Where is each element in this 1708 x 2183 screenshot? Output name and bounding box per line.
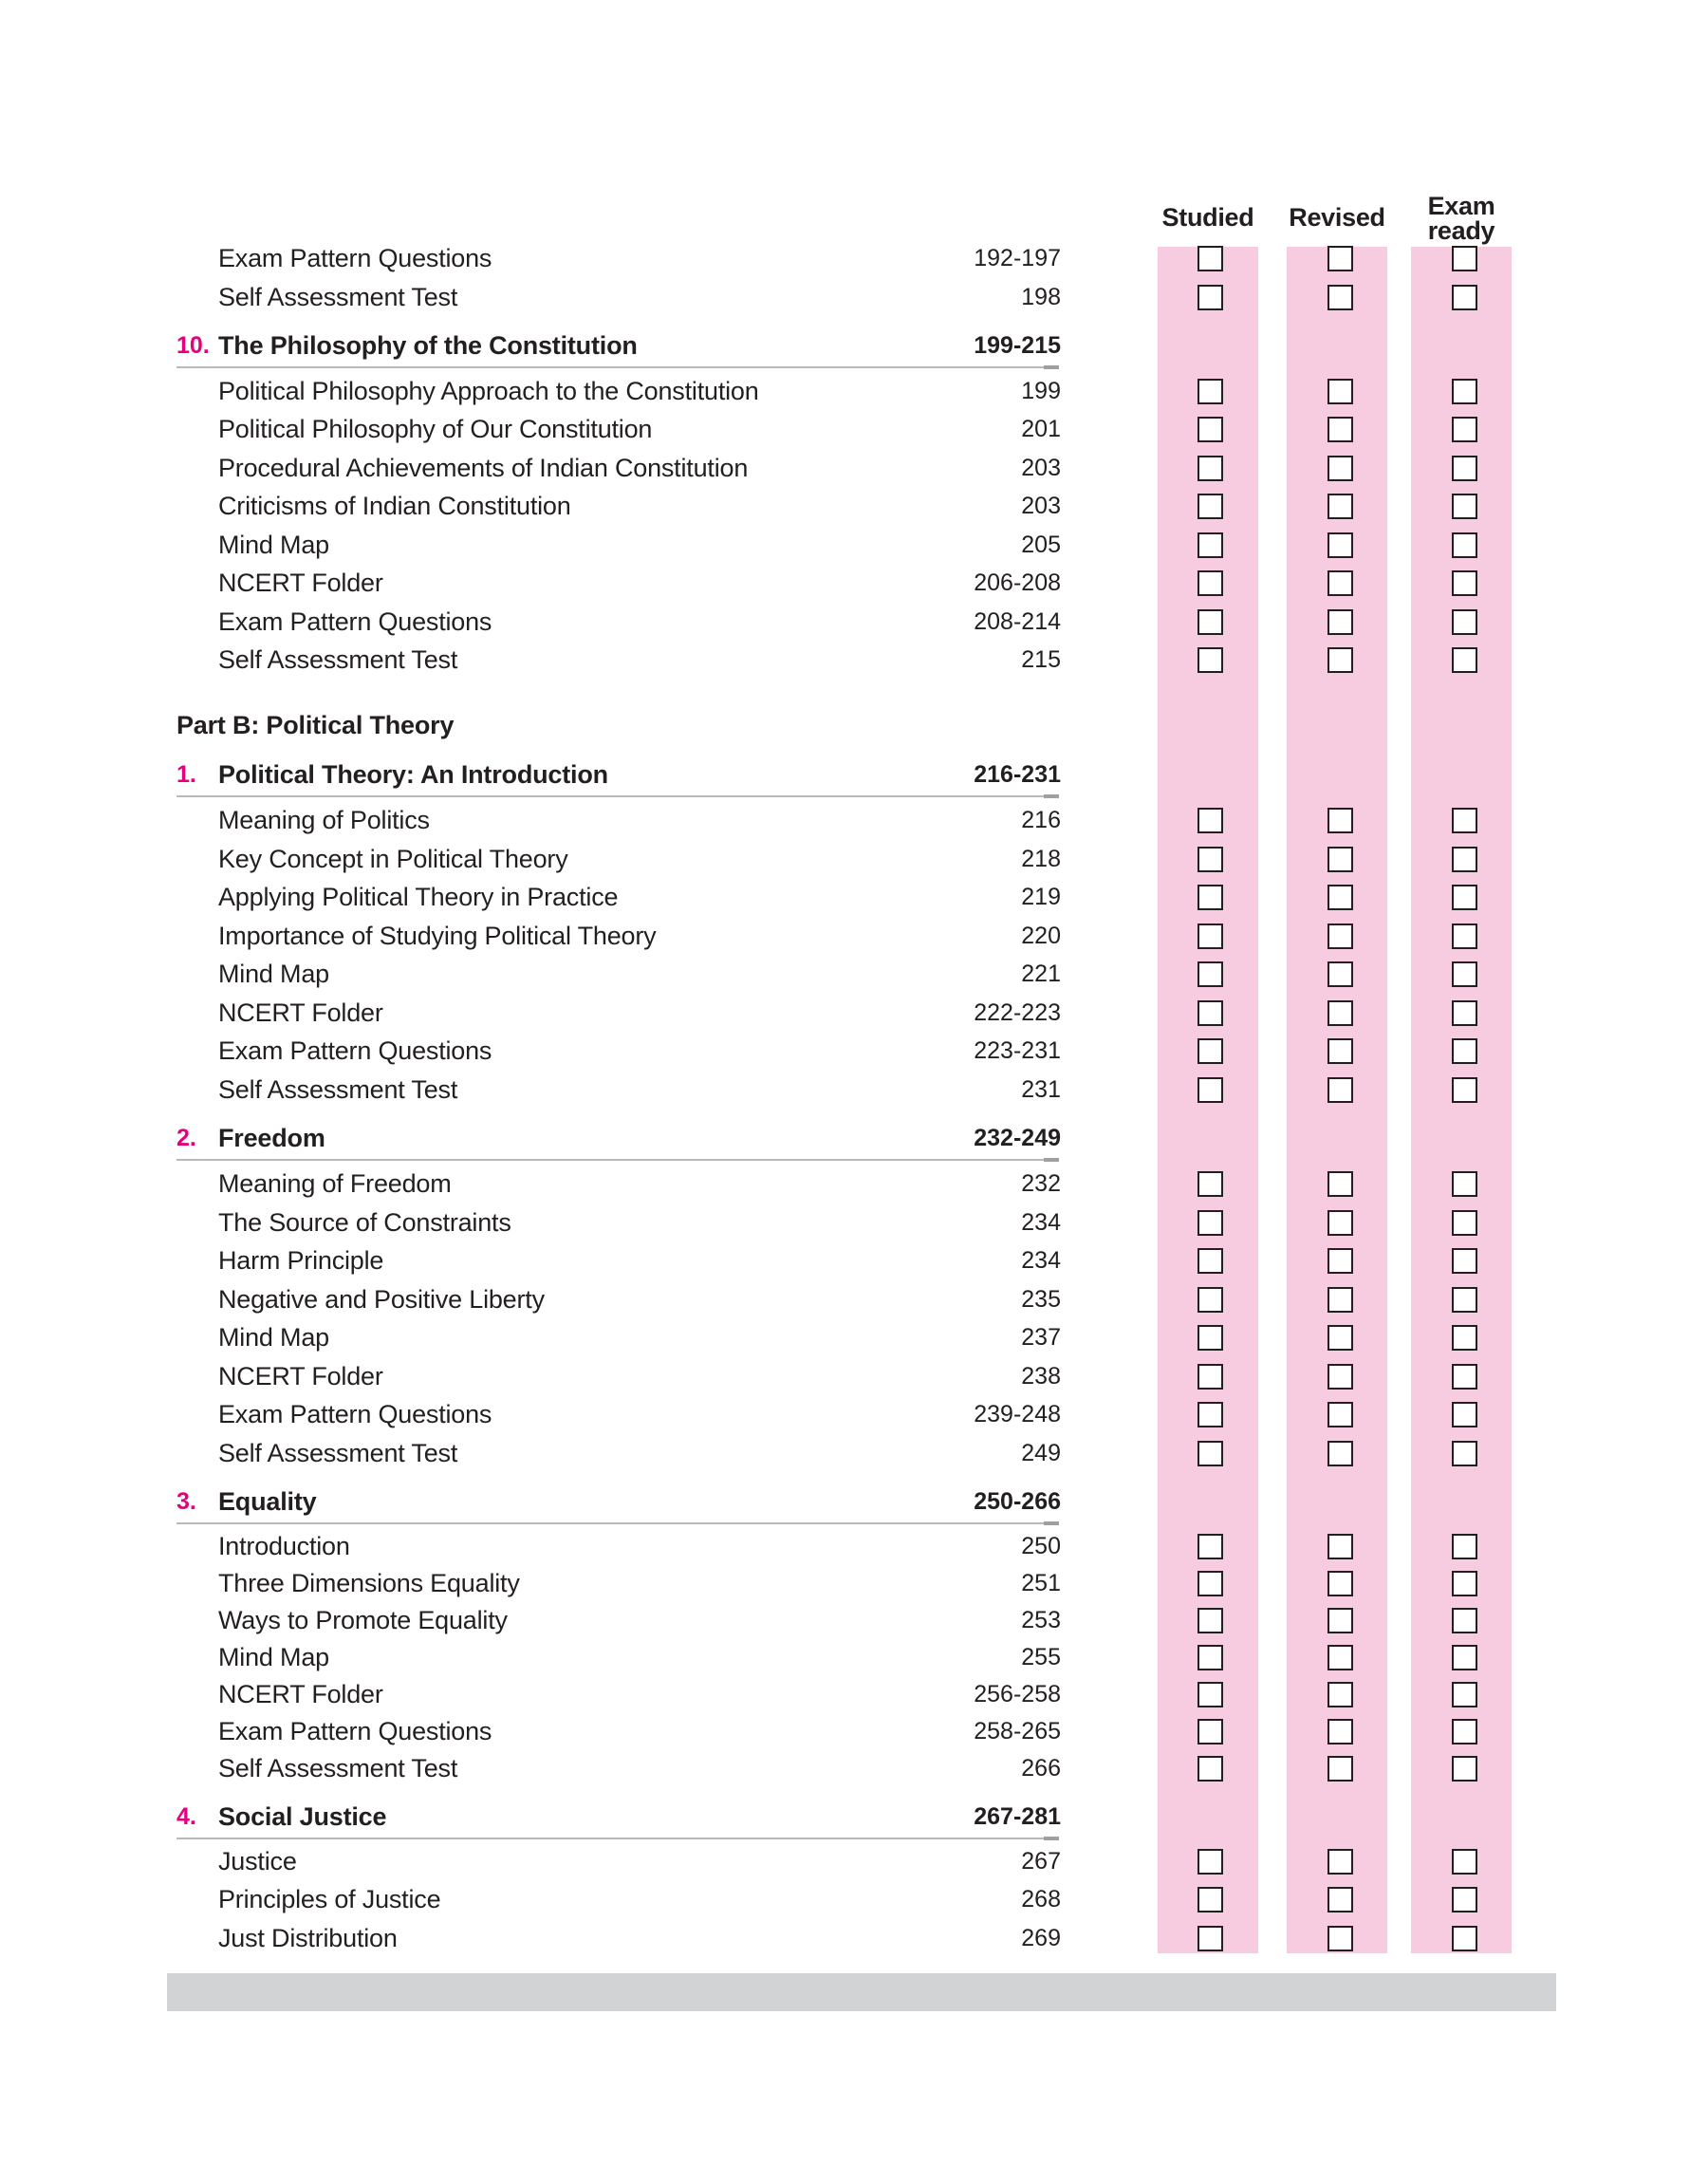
toc-entry [0,449,1708,487]
entry-title: Principles of Justice [218,1885,441,1913]
toc-entry [0,1357,1708,1395]
exam-ready-checkbox[interactable] [1452,1719,1477,1745]
revised-checkbox[interactable] [1327,1887,1353,1912]
toc-entry [0,955,1708,993]
chapter-rule-tab [1044,1521,1059,1525]
exam-ready-checkbox[interactable] [1452,924,1477,949]
entry-title: Exam Pattern Questions [218,607,492,636]
studied-checkbox[interactable] [1197,1210,1223,1236]
entry-title: Importance of Studying Political Theory [218,922,657,950]
revised-checkbox[interactable] [1327,885,1353,910]
chapter-page-range: 250-266 [974,1488,1061,1515]
exam-ready-checkbox[interactable] [1452,1364,1477,1390]
toc-entry [0,1749,1708,1787]
revised-checkbox[interactable] [1327,379,1353,404]
toc-entry [0,840,1708,878]
entry-page: 250 [1021,1533,1061,1559]
revised-checkbox[interactable] [1327,456,1353,481]
revised-checkbox[interactable] [1327,570,1353,596]
entry-title: Harm Principle [218,1246,384,1275]
entry-title: Just Distribution [218,1924,398,1952]
entry-page: 253 [1021,1607,1061,1633]
chapter-title: Political Theory: An Introduction [218,760,608,789]
chapter-rule [176,795,1059,797]
exam-ready-checkbox[interactable] [1452,1038,1477,1064]
entry-page: 258-265 [974,1718,1061,1745]
entry-page: 267 [1021,1848,1061,1875]
studied-checkbox[interactable] [1197,609,1223,635]
toc-entry [0,1675,1708,1713]
toc-entry [0,1564,1708,1602]
revised-checkbox[interactable] [1327,924,1353,949]
entry-page: 256-258 [974,1681,1061,1707]
revised-checkbox[interactable] [1327,1849,1353,1875]
toc-entry [0,917,1708,955]
entry-page: 234 [1021,1247,1061,1274]
studied-checkbox[interactable] [1197,1077,1223,1103]
studied-checkbox[interactable] [1197,1756,1223,1782]
chapter-rule [176,1838,1059,1839]
entry-title: Meaning of Freedom [218,1169,452,1198]
exam-ready-checkbox[interactable] [1452,1000,1477,1026]
revised-checkbox[interactable] [1327,1926,1353,1951]
exam-ready-checkbox[interactable] [1452,417,1477,442]
entry-page: 199 [1021,378,1061,404]
chapter-rule-tab [1044,1158,1059,1162]
exam-ready-checkbox[interactable] [1452,1534,1477,1559]
studied-checkbox[interactable] [1197,246,1223,271]
entry-page: 220 [1021,923,1061,949]
exam-ready-checkbox[interactable] [1452,1645,1477,1670]
exam-ready-checkbox[interactable] [1452,1402,1477,1427]
entry-page: 269 [1021,1925,1061,1951]
entry-page: 231 [1021,1076,1061,1103]
entry-page: 219 [1021,884,1061,910]
entry-title: NCERT Folder [218,569,383,597]
studied-checkbox[interactable] [1197,1000,1223,1026]
exam-ready-checkbox[interactable] [1452,647,1477,673]
exam-ready-checkbox[interactable] [1452,961,1477,987]
toc-entry [0,1280,1708,1318]
entry-title: Meaning of Politics [218,806,430,834]
toc-entry [0,1919,1708,1957]
studied-checkbox[interactable] [1197,808,1223,833]
entry-title: The Source of Constraints [218,1208,511,1237]
studied-checkbox[interactable] [1197,1926,1223,1951]
revised-column-header: Revised [1289,203,1385,232]
entry-title: Mind Map [218,1643,329,1671]
chapter-number: 4. [176,1803,196,1830]
entry-page: 192-197 [974,245,1061,271]
entry-page: 232 [1021,1170,1061,1197]
chapter-heading [0,1119,1708,1157]
toc-entry [0,1318,1708,1356]
exam-ready-header-line2: ready [1427,216,1495,245]
studied-checkbox[interactable] [1197,1887,1223,1912]
entry-title: Exam Pattern Questions [218,1036,492,1065]
entry-title: NCERT Folder [218,998,383,1027]
toc-entry [0,1241,1708,1279]
studied-checkbox[interactable] [1197,1364,1223,1390]
studied-checkbox[interactable] [1197,494,1223,519]
studied-checkbox[interactable] [1197,417,1223,442]
chapter-title: The Philosophy of the Constitution [218,331,638,360]
studied-checkbox[interactable] [1197,1325,1223,1351]
entry-page: 221 [1021,961,1061,987]
studied-checkbox[interactable] [1197,379,1223,404]
entry-page: 215 [1021,646,1061,673]
revised-checkbox[interactable] [1327,1534,1353,1559]
exam-ready-checkbox[interactable] [1452,885,1477,910]
studied-checkbox[interactable] [1197,1038,1223,1064]
revised-checkbox[interactable] [1327,1756,1353,1782]
exam-ready-checkbox[interactable] [1452,1926,1477,1951]
studied-checkbox[interactable] [1197,285,1223,310]
toc-entry [0,239,1708,277]
revised-checkbox[interactable] [1327,1248,1353,1274]
entry-title: Procedural Achievements of Indian Constitution [218,454,749,482]
revised-checkbox[interactable] [1327,609,1353,635]
exam-ready-checkbox[interactable] [1452,246,1477,271]
revised-checkbox[interactable] [1327,1571,1353,1596]
chapter-rule-tab [1044,365,1059,369]
entry-page: 222-223 [974,999,1061,1026]
studied-checkbox[interactable] [1197,570,1223,596]
entry-page: 251 [1021,1570,1061,1596]
entry-title: Political Philosophy Approach to the Constitution [218,377,759,405]
revised-checkbox[interactable] [1327,647,1353,673]
part-title: Part B: Political Theory [176,711,455,739]
entry-page: 203 [1021,493,1061,519]
entry-title: Self Assessment Test [218,1439,458,1467]
exam-ready-checkbox[interactable] [1452,494,1477,519]
revised-checkbox[interactable] [1327,417,1353,442]
chapter-page-range: 216-231 [974,761,1061,788]
entry-page: 249 [1021,1440,1061,1466]
toc-entry [0,1601,1708,1639]
revised-checkbox[interactable] [1327,1325,1353,1351]
exam-ready-checkbox[interactable] [1452,609,1477,635]
revised-checkbox[interactable] [1327,1608,1353,1633]
toc-entry [0,641,1708,679]
toc-entry [0,1638,1708,1676]
entry-page: 218 [1021,846,1061,872]
chapter-rule [176,1159,1059,1161]
chapter-rule [176,366,1059,368]
entry-title: Exam Pattern Questions [218,1400,492,1428]
chapter-page-range: 267-281 [974,1803,1061,1830]
chapter-heading [0,1483,1708,1521]
chapter-number: 10. [176,332,210,359]
entry-title: Mind Map [218,1323,329,1352]
revised-checkbox[interactable] [1327,246,1353,271]
entry-title: Criticisms of Indian Constitution [218,492,571,520]
entry-title: Self Assessment Test [218,1754,458,1782]
entry-page: 234 [1021,1209,1061,1236]
entry-title: NCERT Folder [218,1362,383,1390]
footer-bar [167,1973,1556,2011]
studied-checkbox[interactable] [1197,1608,1223,1633]
chapter-number: 2. [176,1125,196,1151]
entry-title: Self Assessment Test [218,645,458,674]
entry-page: 239-248 [974,1401,1061,1427]
entry-page: 268 [1021,1886,1061,1912]
entry-title: Negative and Positive Liberty [218,1285,545,1314]
entry-page: 235 [1021,1286,1061,1313]
chapter-heading [0,1798,1708,1836]
entry-title: NCERT Folder [218,1680,383,1708]
revised-checkbox[interactable] [1327,1038,1353,1064]
exam-ready-checkbox[interactable] [1452,1571,1477,1596]
revised-checkbox[interactable] [1327,1210,1353,1236]
toc-entry [0,1071,1708,1109]
entry-page: 203 [1021,455,1061,481]
exam-ready-checkbox[interactable] [1452,1849,1477,1875]
toc-entry [0,410,1708,448]
studied-checkbox[interactable] [1197,1534,1223,1559]
chapter-heading [0,327,1708,364]
revised-checkbox[interactable] [1327,1719,1353,1745]
toc-entry [0,878,1708,916]
part-heading [0,706,1708,744]
studied-checkbox[interactable] [1197,1171,1223,1197]
revised-checkbox[interactable] [1327,532,1353,558]
entry-page: 208-214 [974,608,1061,635]
studied-checkbox[interactable] [1197,961,1223,987]
toc-entry [0,1395,1708,1433]
chapter-page-range: 232-249 [974,1125,1061,1151]
entry-title: Exam Pattern Questions [218,1717,492,1745]
revised-checkbox[interactable] [1327,808,1353,833]
studied-checkbox[interactable] [1197,1719,1223,1745]
toc-entry [0,1434,1708,1472]
exam-ready-checkbox[interactable] [1452,1077,1477,1103]
revised-checkbox[interactable] [1327,1000,1353,1026]
studied-checkbox[interactable] [1197,456,1223,481]
chapter-title: Freedom [218,1124,325,1152]
toc-entry [0,278,1708,316]
toc-entry [0,564,1708,602]
exam-ready-checkbox[interactable] [1452,1287,1477,1313]
revised-checkbox[interactable] [1327,1171,1353,1197]
revised-checkbox[interactable] [1327,1077,1353,1103]
exam-ready-checkbox[interactable] [1452,570,1477,596]
entry-title: Key Concept in Political Theory [218,845,568,873]
exam-ready-checkbox[interactable] [1452,1682,1477,1707]
exam-ready-checkbox[interactable] [1452,1248,1477,1274]
chapter-title: Equality [218,1487,317,1516]
revised-checkbox[interactable] [1327,494,1353,519]
studied-checkbox[interactable] [1197,1441,1223,1466]
entry-page: 237 [1021,1324,1061,1351]
exam-ready-column-header [1376,194,1547,243]
entry-page: 201 [1021,416,1061,442]
exam-ready-checkbox[interactable] [1452,532,1477,558]
toc-entry [0,1880,1708,1918]
exam-ready-checkbox[interactable] [1452,1441,1477,1466]
studied-checkbox[interactable] [1197,1248,1223,1274]
toc-entry [0,526,1708,564]
chapter-rule [176,1522,1059,1524]
revised-checkbox[interactable] [1327,1682,1353,1707]
toc-entry [0,1712,1708,1750]
exam-ready-checkbox[interactable] [1452,456,1477,481]
entry-page: 255 [1021,1644,1061,1670]
toc-entry [0,372,1708,410]
entry-title: Ways to Promote Equality [218,1606,508,1634]
exam-ready-checkbox[interactable] [1452,847,1477,872]
entry-title: Introduction [218,1532,350,1560]
entry-title: Mind Map [218,531,329,559]
revised-checkbox[interactable] [1327,1645,1353,1670]
chapter-rule-tab [1044,1837,1059,1840]
studied-checkbox[interactable] [1197,885,1223,910]
studied-checkbox[interactable] [1197,924,1223,949]
chapter-rule-tab [1044,794,1059,798]
entry-title: Three Dimensions Equality [218,1569,520,1597]
toc-entry [0,1842,1708,1880]
toc-entry [0,487,1708,525]
chapter-title: Social Justice [218,1802,387,1831]
exam-ready-checkbox[interactable] [1452,808,1477,833]
studied-checkbox[interactable] [1197,1571,1223,1596]
chapter-heading [0,756,1708,793]
revised-checkbox[interactable] [1327,1441,1353,1466]
exam-ready-checkbox[interactable] [1452,1325,1477,1351]
exam-ready-checkbox[interactable] [1452,1171,1477,1197]
toc-entry [0,994,1708,1032]
entry-page: 198 [1021,284,1061,310]
toc-entry [0,1527,1708,1565]
exam-ready-checkbox[interactable] [1452,379,1477,404]
chapter-page-range: 199-215 [974,332,1061,359]
exam-ready-header-line1: Exam [1427,192,1495,220]
studied-checkbox[interactable] [1197,532,1223,558]
chapter-number: 1. [176,761,196,788]
exam-ready-checkbox[interactable] [1452,1608,1477,1633]
studied-checkbox[interactable] [1197,1682,1223,1707]
toc-entry [0,1203,1708,1241]
entry-page: 223-231 [974,1037,1061,1064]
entry-title: Self Assessment Test [218,1075,458,1104]
revised-checkbox[interactable] [1327,847,1353,872]
studied-checkbox[interactable] [1197,1402,1223,1427]
toc-entry [0,1032,1708,1070]
studied-checkbox[interactable] [1197,847,1223,872]
toc-entry [0,603,1708,641]
entry-page: 216 [1021,807,1061,833]
studied-column-header: Studied [1161,203,1254,232]
revised-checkbox[interactable] [1327,1402,1353,1427]
studied-checkbox[interactable] [1197,1849,1223,1875]
entry-title: Self Assessment Test [218,283,458,311]
toc-entry [0,801,1708,839]
entry-page: 206-208 [974,569,1061,596]
entry-page: 205 [1021,532,1061,558]
revised-checkbox[interactable] [1327,1364,1353,1390]
revised-checkbox[interactable] [1327,961,1353,987]
exam-ready-checkbox[interactable] [1452,1756,1477,1782]
entry-page: 238 [1021,1363,1061,1390]
chapter-number: 3. [176,1488,196,1515]
revised-checkbox[interactable] [1327,285,1353,310]
entry-title: Mind Map [218,960,329,988]
revised-checkbox[interactable] [1327,1287,1353,1313]
entry-title: Justice [218,1847,297,1875]
exam-ready-checkbox[interactable] [1452,1210,1477,1236]
entry-page: 266 [1021,1755,1061,1782]
toc-entry [0,1165,1708,1203]
studied-checkbox[interactable] [1197,647,1223,673]
exam-ready-checkbox[interactable] [1452,285,1477,310]
studied-checkbox[interactable] [1197,1287,1223,1313]
exam-ready-checkbox[interactable] [1452,1887,1477,1912]
entry-title: Political Philosophy of Our Constitution [218,415,653,443]
studied-checkbox[interactable] [1197,1645,1223,1670]
entry-title: Exam Pattern Questions [218,244,492,272]
entry-title: Applying Political Theory in Practice [218,883,619,911]
